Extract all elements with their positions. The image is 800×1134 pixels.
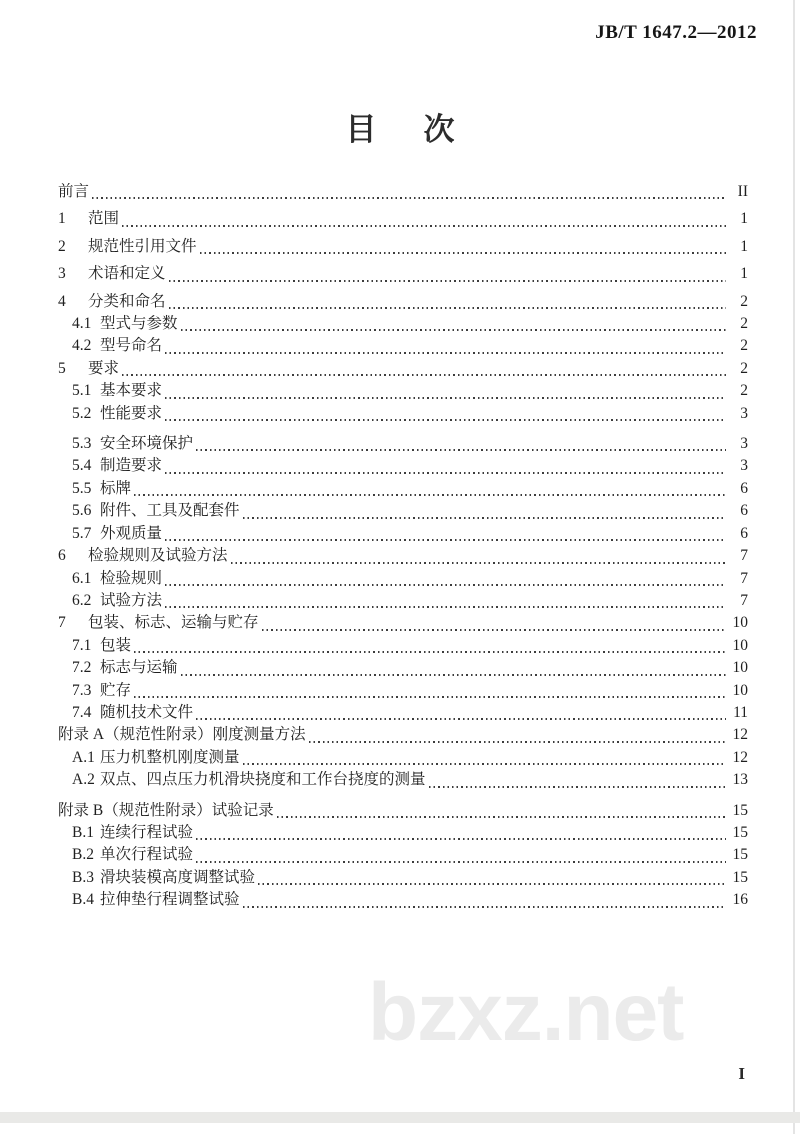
toc-entry-page: 6	[740, 502, 748, 520]
toc-entry-label: 附录 A（规范性附录）刚度测量方法	[58, 726, 306, 744]
toc-dotted-leader	[196, 718, 726, 720]
toc-entry-number: B.1	[72, 823, 94, 841]
toc-entry-number: 4.1	[72, 315, 92, 333]
toc-entry-number: 7.1	[72, 636, 92, 654]
toc-dotted-leader	[165, 397, 726, 399]
toc-entry-label: 随机技术文件	[100, 703, 194, 721]
toc-dotted-leader	[165, 539, 726, 541]
toc-entry-label: 检验规则及试验方法	[88, 547, 228, 565]
toc-entry	[58, 433, 748, 455]
toc-entry-label: 范围	[88, 210, 120, 228]
toc-entry-page: 7	[740, 569, 748, 587]
toc-entry-number: 6	[58, 547, 66, 565]
toc-dotted-leader	[196, 861, 726, 863]
toc-entry-label: 分类和命名	[88, 292, 166, 310]
toc-entry-label: 滑块装模高度调整试验	[100, 868, 256, 886]
toc-entry-page: 3	[740, 457, 748, 475]
toc-dotted-leader	[92, 197, 726, 199]
toc-entry-label: 贮存	[100, 681, 132, 699]
toc-entry-number: 7.3	[72, 681, 92, 699]
toc-entry-page: 12	[732, 748, 748, 766]
toc-entry-page: 15	[732, 868, 748, 886]
toc-entry-number: 5.1	[72, 382, 92, 400]
toc-entry-label: 基本要求	[100, 382, 163, 400]
toc-entry-label: 型式与参数	[100, 315, 178, 333]
scan-edge-bottom	[0, 1112, 800, 1123]
toc-entry-label: 包装、标志、运输与贮存	[88, 614, 259, 632]
toc-entry-page: 15	[732, 846, 748, 864]
toc-entry-label: 试验方法	[100, 591, 163, 609]
toc-dotted-leader	[165, 352, 726, 354]
toc-dotted-leader	[262, 629, 726, 631]
toc-entry-page: 6	[740, 524, 748, 542]
toc-dotted-leader	[243, 763, 726, 765]
toc-entry-label: 压力机整机刚度测量	[100, 748, 240, 766]
toc-entry-page: 10	[732, 614, 748, 632]
toc-dotted-leader	[196, 838, 726, 840]
toc-dotted-leader	[200, 252, 726, 254]
toc-entry-number: 5.4	[72, 457, 92, 475]
toc-entry-page: 3	[740, 435, 748, 453]
toc-dotted-leader	[277, 816, 726, 818]
toc-entry	[58, 747, 748, 769]
toc-entry-label: 前言	[58, 183, 90, 200]
toc-entry-page: 1	[740, 237, 748, 255]
toc-entry-number: 6.1	[72, 569, 92, 587]
toc-entry	[58, 208, 748, 230]
toc-dotted-leader	[309, 741, 726, 743]
toc-dotted-leader	[231, 562, 726, 564]
toc-entry	[58, 291, 748, 313]
toc-entry-label: 检验规则	[100, 569, 163, 587]
toc-entry-label: 附录 B（规范性附录）试验记录	[58, 801, 274, 819]
toc-entry-label: 性能要求	[100, 404, 163, 422]
watermark: bzxz.net	[368, 967, 684, 1058]
toc-entry-number: B.4	[72, 891, 94, 909]
toc-dotted-leader	[165, 606, 726, 608]
toc-entry	[58, 313, 748, 335]
toc-entry-label: 双点、四点压力机滑块挠度和工作台挠度的测量	[100, 771, 426, 789]
toc-entry-page: 2	[740, 359, 748, 377]
toc-dotted-leader	[165, 472, 726, 474]
toc-entry-number: 1	[58, 210, 66, 228]
toc-entry-page: 2	[740, 337, 748, 355]
page-number: I	[738, 1064, 745, 1083]
toc-entry-number: 7.2	[72, 659, 92, 677]
toc-entry	[58, 236, 748, 258]
toc-entry-label: 要求	[88, 359, 120, 377]
toc-entry-label: 标志与运输	[100, 659, 178, 677]
toc-entry-page: 1	[740, 265, 748, 283]
toc-entry-label: 附件、工具及配套件	[100, 502, 240, 520]
toc-entry	[58, 680, 748, 702]
toc-entry-number: B.2	[72, 846, 94, 864]
toc-dotted-leader	[169, 307, 726, 309]
toc-entry-page: 10	[732, 659, 748, 677]
toc-entry	[58, 702, 748, 724]
toc-entry-number: 5.5	[72, 479, 92, 497]
toc-entry	[58, 889, 748, 911]
toc-entry	[58, 545, 748, 567]
toc-entry-page: 1	[740, 210, 748, 228]
toc-entry-page: 2	[740, 382, 748, 400]
toc-dotted-leader	[169, 280, 726, 282]
toc-entry-number: 5.6	[72, 502, 92, 520]
toc-list	[58, 181, 748, 912]
toc-entry-page: 15	[732, 823, 748, 841]
toc-entry	[58, 635, 748, 657]
toc-entry-number: B.3	[72, 868, 94, 886]
toc-entry-page: 7	[740, 547, 748, 565]
toc-dotted-leader	[181, 674, 726, 676]
toc-dotted-leader	[134, 651, 726, 653]
toc-entry	[58, 455, 748, 477]
toc-entry	[58, 590, 748, 612]
toc-entry-number: 5.7	[72, 524, 92, 542]
toc-entry	[58, 500, 748, 522]
toc-entry-label: 外观质量	[100, 524, 163, 542]
toc-entry-page: 10	[732, 681, 748, 699]
toc-entry-number: 7	[58, 614, 66, 632]
toc-entry-page: 13	[732, 771, 748, 789]
toc-entry	[58, 657, 748, 679]
toc-entry-page: 10	[732, 636, 748, 654]
toc-entry-label: 拉伸垫行程调整试验	[100, 891, 240, 909]
toc-entry-label: 规范性引用文件	[88, 237, 197, 255]
toc-entry	[58, 403, 748, 425]
toc-dotted-leader	[243, 906, 726, 908]
toc-entry	[58, 358, 748, 380]
toc-entry-page: 2	[740, 315, 748, 333]
standard-number: JB/T 1647.2—2012	[595, 22, 757, 43]
toc-entry	[58, 568, 748, 590]
page-title: 目次	[345, 112, 502, 147]
toc-dotted-leader	[181, 329, 726, 331]
toc-dotted-leader	[134, 494, 726, 496]
toc-entry-label: 连续行程试验	[100, 823, 194, 841]
toc-entry-page: 7	[740, 591, 748, 609]
toc-entry	[58, 181, 748, 203]
toc-entry-label: 安全环境保护	[100, 435, 194, 453]
toc-dotted-leader	[134, 696, 726, 698]
toc-entry-page: 16	[732, 891, 748, 909]
toc-entry-label: 单次行程试验	[100, 846, 194, 864]
toc-entry-number: 5.2	[72, 404, 92, 422]
toc-dotted-leader	[429, 786, 726, 788]
toc-entry-number: 4	[58, 292, 66, 310]
toc-entry-label: 制造要求	[100, 457, 163, 475]
toc-entry	[58, 380, 748, 402]
toc-entry-page: II	[737, 183, 748, 200]
toc-dotted-leader	[258, 883, 726, 885]
toc-entry-label: 术语和定义	[88, 265, 166, 283]
toc-dotted-leader	[122, 225, 726, 227]
toc-entry	[58, 523, 748, 545]
toc-entry-label: 型号命名	[100, 337, 163, 355]
toc-dotted-leader	[243, 517, 726, 519]
toc-entry	[58, 263, 748, 285]
toc-entry-number: 6.2	[72, 591, 92, 609]
toc-entry-page: 6	[740, 479, 748, 497]
toc-entry-page: 3	[740, 404, 748, 422]
toc-dotted-leader	[196, 449, 726, 451]
toc-dotted-leader	[165, 419, 726, 421]
toc-entry	[58, 335, 748, 357]
toc-entry	[58, 867, 748, 889]
toc-entry-label: 标牌	[100, 479, 132, 497]
scan-edge-right	[793, 0, 795, 1134]
toc-entry-number: 5.3	[72, 435, 92, 453]
toc-entry	[58, 612, 748, 634]
toc-dotted-leader	[165, 584, 726, 586]
toc-entry-page: 2	[740, 292, 748, 310]
toc-entry-label: 包装	[100, 636, 132, 654]
toc-entry-number: 3	[58, 265, 66, 283]
toc-entry	[58, 769, 748, 791]
toc-entry-page: 11	[733, 703, 748, 721]
toc-entry	[58, 478, 748, 500]
toc-entry-number: 5	[58, 359, 66, 377]
toc-entry-number: A.2	[72, 771, 95, 789]
toc-dotted-leader	[122, 374, 726, 376]
toc-entry-number: 7.4	[72, 703, 92, 721]
toc-entry-number: 2	[58, 237, 66, 255]
toc-entry	[58, 800, 748, 822]
toc-entry	[58, 822, 748, 844]
toc-entry-page: 15	[732, 801, 748, 819]
toc-entry	[58, 724, 748, 746]
toc-entry-number: 4.2	[72, 337, 92, 355]
toc-entry-number: A.1	[72, 748, 95, 766]
toc-entry-page: 12	[732, 726, 748, 744]
toc-entry	[58, 844, 748, 866]
